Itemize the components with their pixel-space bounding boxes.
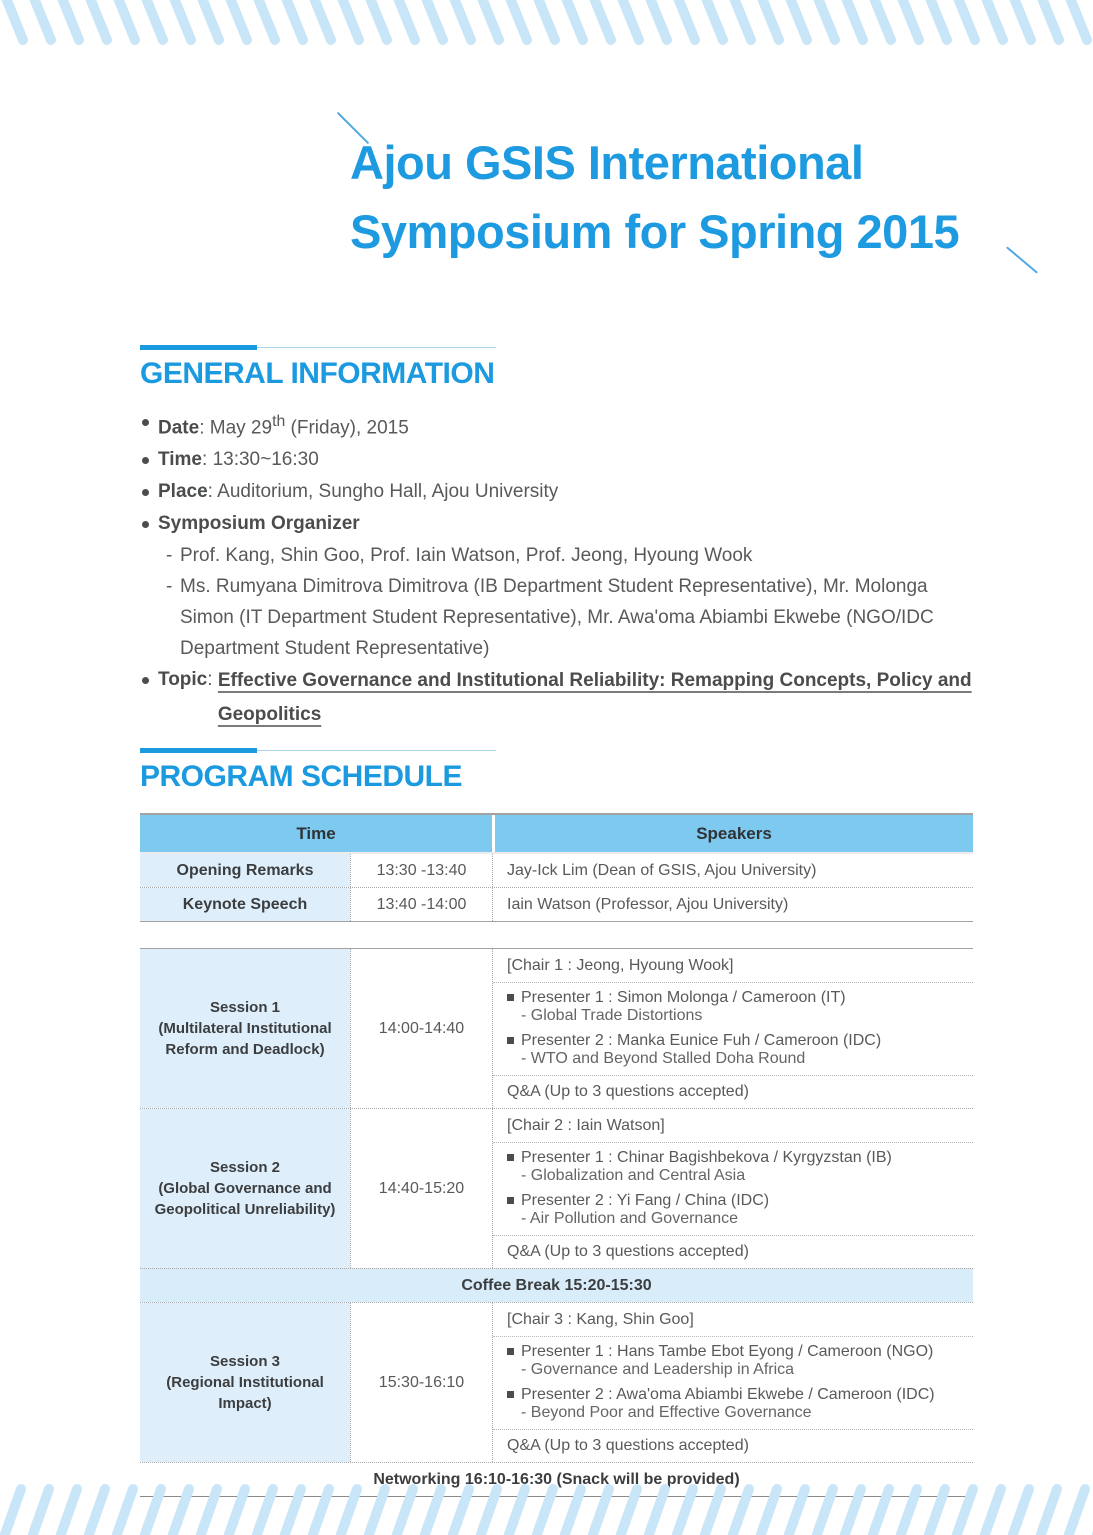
presenter-topic: - Air Pollution and Governance: [521, 1210, 739, 1228]
session-1-speakers: [492, 949, 973, 1108]
session-1-time: 14:00-14:40: [350, 949, 492, 1108]
bullet-icon: [142, 521, 149, 528]
presenter-title-line: [507, 1386, 973, 1404]
presenter-topic: - Beyond Poor and Effective Governance: [521, 1404, 812, 1422]
dash-marker: -: [166, 545, 173, 567]
date-text: [158, 406, 973, 444]
session-3-label: [140, 1303, 350, 1462]
coffee-break-row: Coffee Break 15:20-15:30: [140, 1268, 973, 1302]
rule-thin-segment: [257, 347, 496, 348]
date-value-pre: : May 29: [199, 417, 273, 439]
session-2-time: 14:40-15:20: [350, 1109, 492, 1268]
chair-line: [Chair 3 : Kang, Shin Goo]: [507, 1311, 694, 1329]
square-bullet-icon: [507, 1197, 514, 1204]
session-subtitle: Impact): [218, 1395, 272, 1413]
date-value-sup: th: [272, 413, 286, 430]
place-text: [158, 476, 973, 508]
session-2-speakers: [492, 1109, 973, 1268]
square-bullet-icon: [507, 1037, 514, 1044]
session-3-row: [140, 1302, 973, 1462]
presenters-block: [493, 982, 973, 1075]
bottom-stripe-decoration: [0, 1479, 1093, 1535]
session-name: Session 3: [209, 1353, 281, 1371]
table-row-keynote-speech: [140, 887, 973, 921]
presenters-block: [493, 1336, 973, 1429]
session-subtitle: Geopolitical Unreliability): [154, 1201, 336, 1219]
presenter-title: Presenter 1 : Simon Molonga / Cameroon (IT): [521, 989, 846, 1007]
time-text: [158, 444, 973, 476]
session-name: Session 1: [209, 999, 281, 1017]
presenters-block: [493, 1142, 973, 1235]
bullet-icon: [142, 677, 149, 684]
row-speaker: Iain Watson (Professor, Ajou University): [492, 888, 973, 921]
presenter-title: Presenter 2 : Awa'oma Abiambi Ekwebe / Cameroon (IDC): [521, 1386, 935, 1404]
organizer-label: Symposium Organizer: [158, 513, 360, 535]
presenter-entry: [507, 989, 973, 1025]
presenter-entry: [507, 1343, 973, 1379]
session-subtitle: Reform and Deadlock): [165, 1041, 325, 1059]
page-title-line2: Symposium for Spring 2015: [350, 205, 960, 258]
organizer-line-2: [140, 571, 973, 664]
row-time: 13:30 -13:40: [350, 854, 492, 887]
bullet-icon: [142, 457, 149, 464]
presenter-topic: - WTO and Beyond Stalled Doha Round: [521, 1050, 806, 1068]
content-column: [140, 345, 973, 1497]
bullet-icon: [142, 489, 149, 496]
title-slash-bottom-icon: [1006, 246, 1038, 273]
section-rule: [140, 748, 496, 753]
square-bullet-icon: [507, 1348, 514, 1355]
organizer-line-1-text: Prof. Kang, Shin Goo, Prof. Iain Watson, Prof. Jeong, Hyoung Wook: [180, 545, 753, 567]
date-label: Date: [158, 417, 200, 439]
chair-line: [Chair 1 : Jeong, Hyoung Wook]: [507, 957, 734, 975]
session-2-row: [140, 1108, 973, 1268]
session-2-label: [140, 1109, 350, 1268]
row-label: Keynote Speech: [140, 888, 350, 921]
session-name: Session 2: [209, 1159, 281, 1177]
presenter-title: Presenter 2 : Manka Eunice Fuh / Cameroon (IDC): [521, 1032, 882, 1050]
presenter-topic: - Governance and Leadership in Africa: [521, 1361, 795, 1379]
page-title-line1: Ajou GSIS International: [350, 136, 864, 189]
row-time: 13:40 -14:00: [350, 888, 492, 921]
intro-schedule-table: [140, 813, 973, 922]
session-subtitle: (Multilateral Institutional: [158, 1020, 332, 1038]
info-item-time: [140, 444, 973, 476]
rule-thick-segment: [140, 345, 257, 350]
square-bullet-icon: [507, 994, 514, 1001]
session-subtitle: (Global Governance and: [158, 1180, 332, 1198]
topic-label: Topic: [158, 669, 208, 691]
qa-line: Q&A (Up to 3 questions accepted): [493, 1429, 973, 1462]
topic-value: Effective Governance and Institutional Reliability: Remapping Concepts, Policy and Geopolitics: [217, 670, 972, 726]
organizer-line-2-text: Ms. Rumyana Dimitrova Dimitrova (IB Department Student Representative), Mr. Molonga Simon (IT Department Student Representative), Mr. Awa'oma Abiambi Ekwebe (NGO/IDC Department Student Representative): [180, 576, 934, 660]
presenter-title-line: [507, 1192, 973, 1210]
presenter-title-line: [507, 1343, 973, 1361]
presenter-title: Presenter 2 : Yi Fang / China (IDC): [521, 1192, 770, 1210]
session-1-row: [140, 949, 973, 1108]
info-item-organizer: [140, 508, 973, 540]
sessions-schedule-table: [140, 948, 973, 1497]
topic-text: [158, 664, 973, 732]
program-schedule-section: [140, 748, 973, 1497]
table-header-row: [140, 815, 973, 854]
presenter-entry: [507, 1386, 973, 1422]
place-value: : Auditorium, Sungho Hall, Ajou University: [207, 481, 559, 503]
square-bullet-icon: [507, 1154, 514, 1161]
presenter-title-line: [507, 989, 973, 1007]
topic-separator: :: [207, 669, 218, 691]
general-info-list: [140, 406, 973, 732]
session-subtitle: (Regional Institutional: [166, 1374, 324, 1392]
qa-line: Q&A (Up to 3 questions accepted): [493, 1075, 973, 1108]
presenter-entry: [507, 1192, 973, 1228]
presenter-title-line: [507, 1032, 973, 1050]
presenter-title: Presenter 1 : Chinar Bagishbekova / Kyrgyzstan (IB): [521, 1149, 892, 1167]
time-label: Time: [158, 449, 203, 471]
top-stripe-decoration: [0, 0, 1093, 46]
row-speaker: Jay-Ick Lim (Dean of GSIS, Ajou University): [492, 854, 973, 887]
place-label: Place: [158, 481, 208, 503]
table-row-opening-remarks: [140, 854, 973, 887]
general-information-heading: GENERAL INFORMATION: [140, 357, 495, 390]
info-item-place: [140, 476, 973, 508]
info-item-date: [140, 406, 973, 444]
date-value-post: (Friday), 2015: [285, 417, 409, 439]
time-column-header: Time: [296, 823, 336, 843]
rule-thin-segment: [257, 750, 496, 751]
speakers-column-header: Speakers: [492, 815, 973, 852]
section-rule: [140, 345, 496, 350]
presenter-title: Presenter 1 : Hans Tambe Ebot Eyong / Cameroon (NGO): [521, 1343, 934, 1361]
info-item-topic: [140, 664, 973, 732]
general-information-section: [140, 345, 973, 732]
session-1-label: [140, 949, 350, 1108]
page-title: [350, 128, 959, 266]
time-value: : 13:30~16:30: [202, 449, 319, 471]
session-3-speakers: [492, 1303, 973, 1462]
square-bullet-icon: [507, 1391, 514, 1398]
organizer-line-1: [140, 540, 973, 571]
presenter-topic: - Global Trade Distortions: [521, 1007, 703, 1025]
presenter-entry: [507, 1149, 973, 1185]
presenter-topic: - Globalization and Central Asia: [521, 1167, 746, 1185]
chair-line: [Chair 2 : Iain Watson]: [507, 1117, 665, 1135]
session-3-time: 15:30-16:10: [350, 1303, 492, 1462]
dash-marker: -: [166, 576, 173, 598]
qa-line: Q&A (Up to 3 questions accepted): [493, 1235, 973, 1268]
bullet-icon: [142, 419, 149, 426]
row-label: Opening Remarks: [140, 854, 350, 887]
program-schedule-heading: PROGRAM SCHEDULE: [140, 760, 463, 794]
rule-thick-segment: [140, 748, 257, 753]
organizer-text: [158, 508, 973, 540]
presenter-entry: [507, 1032, 973, 1068]
presenter-title-line: [507, 1149, 973, 1167]
